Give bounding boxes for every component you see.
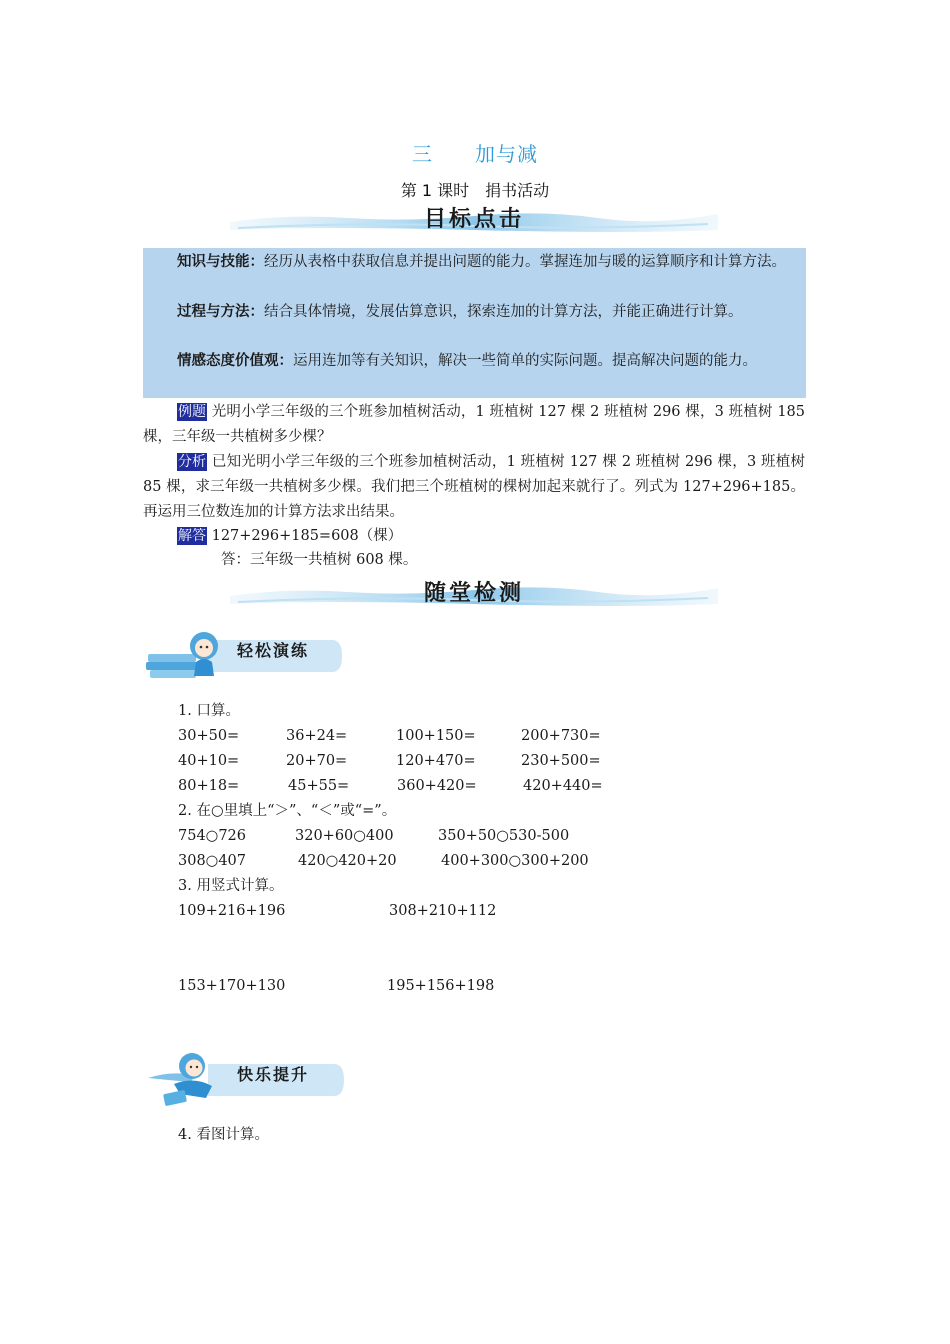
banner-title: 随堂检测 (423, 581, 524, 606)
q1-item: 36+24= (286, 728, 348, 744)
q1-item: 200+730= (521, 728, 601, 744)
solution-paragraph (143, 524, 805, 549)
q3-item: 153+170+130 (178, 978, 286, 994)
analysis-paragraph (143, 450, 805, 525)
chapter-name: 加与减 (475, 142, 538, 166)
objective-text: 经历从表格中获取信息并提出问题的能力。掌握连加与暖的运算顺序和计算方法。 (264, 254, 786, 270)
solution-tag: 解答 (178, 528, 206, 544)
q2-item: 350+50○530-500 (438, 828, 570, 844)
section-label: 快乐提升 (237, 1065, 310, 1084)
q1-item: 360+420= (397, 778, 477, 794)
advance-section-header (144, 1048, 344, 1108)
q1-item: 30+50= (178, 728, 240, 744)
practice-section-header (144, 624, 344, 684)
objective-label: 情感态度价值观： (177, 353, 293, 369)
q1-item: 120+470= (396, 753, 476, 769)
analysis-text: 已知光明小学三年级的三个班参加植树活动，1 班植树 127 棵 2 班植树 296 棵，3 班植树 85 棵，求三年级一共植树多少棵。我们把三个班植树的棵树加起来就行了。列式为 127+296+185。再运用三位数连加的计算方法求出结果。 (143, 454, 806, 520)
q3-item: 109+216+196 (178, 903, 286, 919)
q3-item: 308+210+112 (389, 903, 497, 919)
q1-item: 420+440= (523, 778, 603, 794)
lesson-title (0, 178, 950, 201)
check-banner (228, 574, 720, 608)
q1-item: 20+70= (286, 753, 348, 769)
chapter-title (0, 138, 950, 167)
example-paragraph (143, 400, 805, 450)
q1-item: 230+500= (521, 753, 601, 769)
solution-answer: 答：三年级一共植树 608 棵。 (221, 552, 418, 568)
q2-item: 754○726 (178, 828, 247, 844)
objectives-box (143, 248, 806, 398)
objective-text: 运用连加等有关知识，解决一些简单的实际问题。提高解决问题的能力。 (293, 353, 757, 369)
analysis-tag: 分析 (178, 454, 206, 470)
objective-text: 结合具体情境，发展估算意识，探索连加的计算方法，并能正确进行计算。 (264, 304, 743, 320)
q1-item: 40+10= (178, 753, 240, 769)
q2-item: 400+300○300+200 (441, 853, 589, 869)
q2-item: 420○420+20 (298, 853, 397, 869)
section-label: 轻松演练 (237, 641, 310, 660)
q1-title: 1. 口算。 (178, 703, 240, 719)
objectives-banner (228, 200, 720, 234)
solution-formula: 127+296+185=608（棵） (211, 528, 403, 544)
lesson-period: 第 1 课时 (400, 181, 470, 200)
chapter-number: 三 (412, 142, 433, 166)
q3-title: 3. 用竖式计算。 (178, 878, 284, 894)
banner-title: 目标点击 (423, 207, 524, 232)
q1-item: 45+55= (288, 778, 350, 794)
objective-label: 过程与方法： (177, 304, 264, 320)
example-text: 光明小学三年级的三个班参加植树活动，1 班植树 127 棵 2 班植树 296 棵，3 班植树 185 棵，三年级一共植树多少棵？ (143, 404, 805, 445)
q3-item: 195+156+198 (387, 978, 495, 994)
objective-label: 知识与技能： (177, 254, 264, 270)
q1-item: 100+150= (396, 728, 476, 744)
example-tag: 例题 (178, 404, 206, 420)
objective-process (143, 300, 800, 325)
objective-knowledge (143, 250, 800, 275)
q1-item: 80+18= (178, 778, 240, 794)
q2-item: 320+60○400 (295, 828, 394, 844)
q4-title: 4. 看图计算。 (178, 1127, 269, 1143)
lesson-name: 捐书活动 (485, 181, 550, 200)
q2-title: 2. 在○里填上“＞”、“＜”或“=”。 (178, 803, 397, 819)
objective-attitude (143, 349, 800, 374)
q2-item: 308○407 (178, 853, 247, 869)
